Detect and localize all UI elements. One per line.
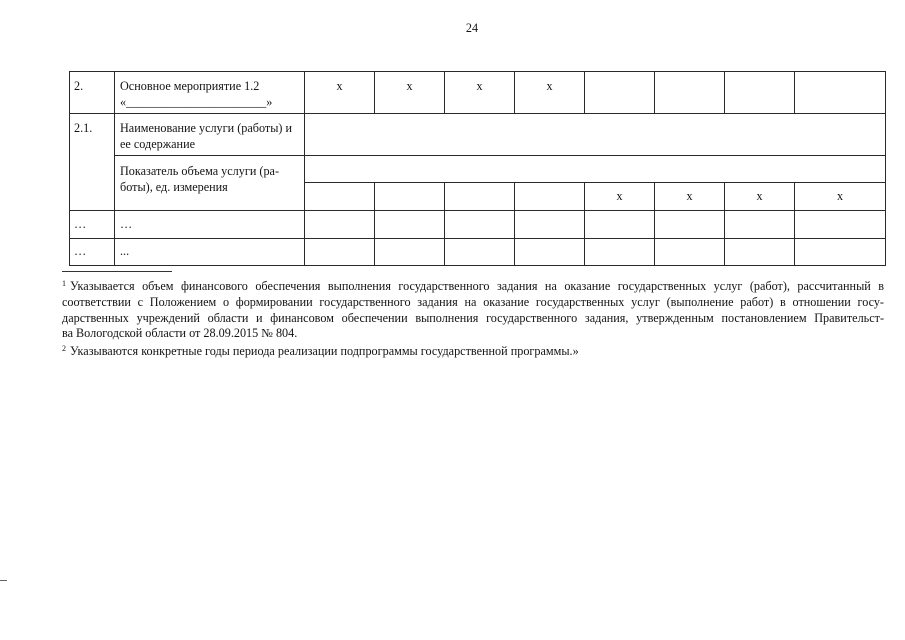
table-cell [795,211,886,239]
table-cell-mark: x [585,183,655,211]
table-cell-mark: x [445,72,515,114]
row-label-line: «_______________________» [120,94,273,109]
row-label-line: Показатель объема услуги (ра- [120,164,280,178]
table-cell [375,239,445,266]
table-cell [305,239,375,266]
footnote-mark: 2 [62,344,66,353]
footnote-text: Указываются конкретные годы периода реализации подпрограммы государственной программы.» [70,344,579,358]
table-row [70,211,886,239]
table-cell [305,211,375,239]
table-cell [585,239,655,266]
page-number: 24 [465,21,479,35]
row-label: ... [115,239,305,266]
table-cell [445,239,515,266]
footnote-text: ва Вологодской области от 28.09.2015 № 804. [62,326,298,341]
footnote-2 [62,344,884,360]
row-label-line: боты), ед. измерения [120,179,228,194]
row-number: 2. [70,72,115,114]
footnote-line [62,326,884,342]
row-label-line: Основное мероприятие 1.2 [120,79,260,93]
table-row [70,72,886,114]
row-number: … [70,211,115,239]
footnote-line [62,311,884,327]
footnote-line [62,279,884,295]
table-cell-mark: x [305,72,375,114]
row-label-line: Наименование услуги (работы) и [120,121,293,135]
table-cell-mark: x [515,72,585,114]
table-cell [445,183,515,211]
footnote-text: соответствии с Положением о формировании государственного задания на оказание государственных услуг (выполнение работ) в отношении госу- [62,294,884,309]
table-cell-mark: x [655,183,725,211]
table-cell [515,239,585,266]
program-table [69,71,886,266]
table-cell [305,183,375,211]
table-cell [655,211,725,239]
row-label [115,156,305,211]
footnote-text: дарственных учреждений области и финансовом обеспечении выполнения государственного задания, утвержденным постановлением Правительст- [62,310,884,325]
table-cell [445,211,515,239]
table-cell [585,211,655,239]
merged-cell [305,156,886,183]
table-cell [375,183,445,211]
table-cell [515,211,585,239]
scan-mark [0,580,7,581]
footnote-1 [62,279,884,342]
table-cell [795,72,886,114]
table-cell-mark: x [725,183,795,211]
table-cell-mark: x [375,72,445,114]
footnote-text: Указывается объем финансового обеспечения выполнения государственного задания на оказание государственных услуг (работ), рассчитанный в [70,279,884,293]
row-label: … [115,211,305,239]
row-label [115,114,305,156]
footnote-mark: 1 [62,279,66,288]
footnote-separator [62,271,172,272]
table-row [70,156,886,183]
table-cell [515,183,585,211]
footnote-line [62,295,884,311]
row-number: … [70,239,115,266]
table-cell [585,72,655,114]
table-cell [375,211,445,239]
row-label-line: ее содержание [120,136,196,151]
table-cell [795,239,886,266]
table-cell [725,211,795,239]
row-label [115,72,305,114]
table-row [70,239,886,266]
table-cell [725,72,795,114]
table-row [70,114,886,156]
merged-cell [305,114,886,156]
table-cell [655,72,725,114]
table-cell-mark: x [795,183,886,211]
table-cell [725,239,795,266]
table-cell [655,239,725,266]
row-number: 2.1. [70,114,115,211]
